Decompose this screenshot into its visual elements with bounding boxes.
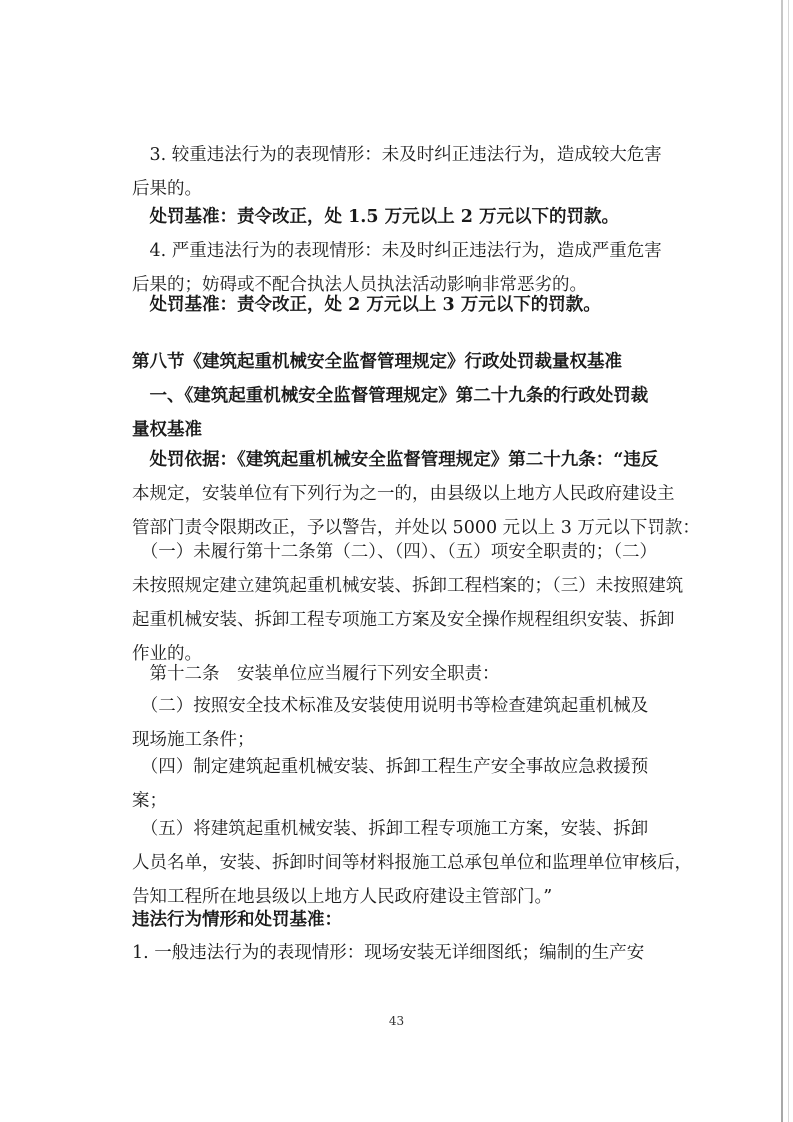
- paragraph-item-2: [132, 689, 672, 757]
- paragraph-article-12: [132, 657, 672, 691]
- text-line: 起重机械安装、拆卸工程专项施工方案及安全操作规程组织安装、拆卸: [132, 610, 675, 630]
- text-line: 人员名单，安装、拆卸时间等材料报施工总承包单位和监理单位审核后，: [132, 853, 692, 873]
- text-line: 后果的；妨碍或不配合执法人员执法活动影响非常恶劣的。: [132, 275, 587, 295]
- text-line: 处罚依据：《建筑起重机械安全监督管理规定》第二十九条：“违反: [132, 450, 659, 470]
- text-line: 4. 严重违法行为的表现情形：未及时纠正违法行为，造成严重危害: [132, 241, 662, 261]
- scan-edge-line: [781, 0, 783, 1122]
- paragraph-violations-list: [132, 535, 684, 671]
- text-line: 处罚基准：责令改正，处 2 万元以上 3 万元以下的罚款。: [132, 295, 601, 315]
- paragraph-legal-basis: [132, 443, 700, 545]
- text-line: 量权基准: [132, 420, 202, 440]
- text-line: 违法行为情形和处罚基准：: [132, 910, 342, 930]
- text-line: 本规定，安装单位有下列行为之一的，由县级以上地方人民政府建设主: [132, 484, 675, 504]
- text-line: 管部门责令限期改正，予以警告，并处以 5000 元以上 3 万元以下罚款：: [132, 518, 700, 538]
- text-line: 一、《建筑起重机械安全监督管理规定》第二十九条的行政处罚裁: [132, 386, 649, 406]
- paragraph-penalty-basis-2: [132, 288, 672, 322]
- text-line: 作业的。: [132, 644, 202, 664]
- text-line: 后果的。: [132, 179, 202, 199]
- text-line: 告知工程所在地县级以上地方人民政府建设主管部门。”: [132, 887, 553, 907]
- text-line: 案；: [132, 791, 167, 811]
- paragraph-general-violation: [132, 936, 672, 970]
- article-heading: [132, 379, 672, 447]
- page-number: 43: [388, 1014, 405, 1028]
- text-line: 3. 较重违法行为的表现情形：未及时纠正违法行为，造成较大危害: [132, 145, 662, 165]
- paragraph-penalty-basis-1: [132, 200, 672, 234]
- text-line: （五）将建筑起重机械安装、拆卸工程专项施工方案，安装、拆卸: [132, 819, 649, 839]
- paragraph-violation-scenarios-heading: [132, 903, 672, 937]
- text-line: 未按照规定建立建筑起重机械安装、拆卸工程档案的；（三）未按照建筑: [132, 576, 684, 596]
- section-heading: [132, 345, 672, 379]
- text-line: 第十二条 安装单位应当履行下列安全职责：: [132, 664, 500, 684]
- text-line: 第八节《建筑起重机械安全监督管理规定》行政处罚裁量权基准: [132, 352, 622, 372]
- paragraph-item-4: [132, 750, 672, 818]
- text-line: 处罚基准：责令改正，处 1.5 万元以上 2 万元以下的罚款。: [132, 207, 619, 227]
- text-line: 现场施工条件；: [132, 730, 255, 750]
- scan-edge-line-faint: [788, 0, 789, 1122]
- paragraph-serious-violation: [132, 138, 672, 206]
- text-line: （一）未履行第十二条第（二）、（四）、（五）项安全职责的；（二）: [132, 542, 657, 562]
- paragraph-item-5: [132, 812, 692, 914]
- text-line: （二）按照安全技术标准及安装使用说明书等检查建筑起重机械及: [132, 696, 649, 716]
- text-line: 1. 一般违法行为的表现情形：现场安装无详细图纸；编制的生产安: [132, 943, 645, 963]
- text-line: （四）制定建筑起重机械安装、拆卸工程生产安全事故应急救援预: [132, 757, 649, 777]
